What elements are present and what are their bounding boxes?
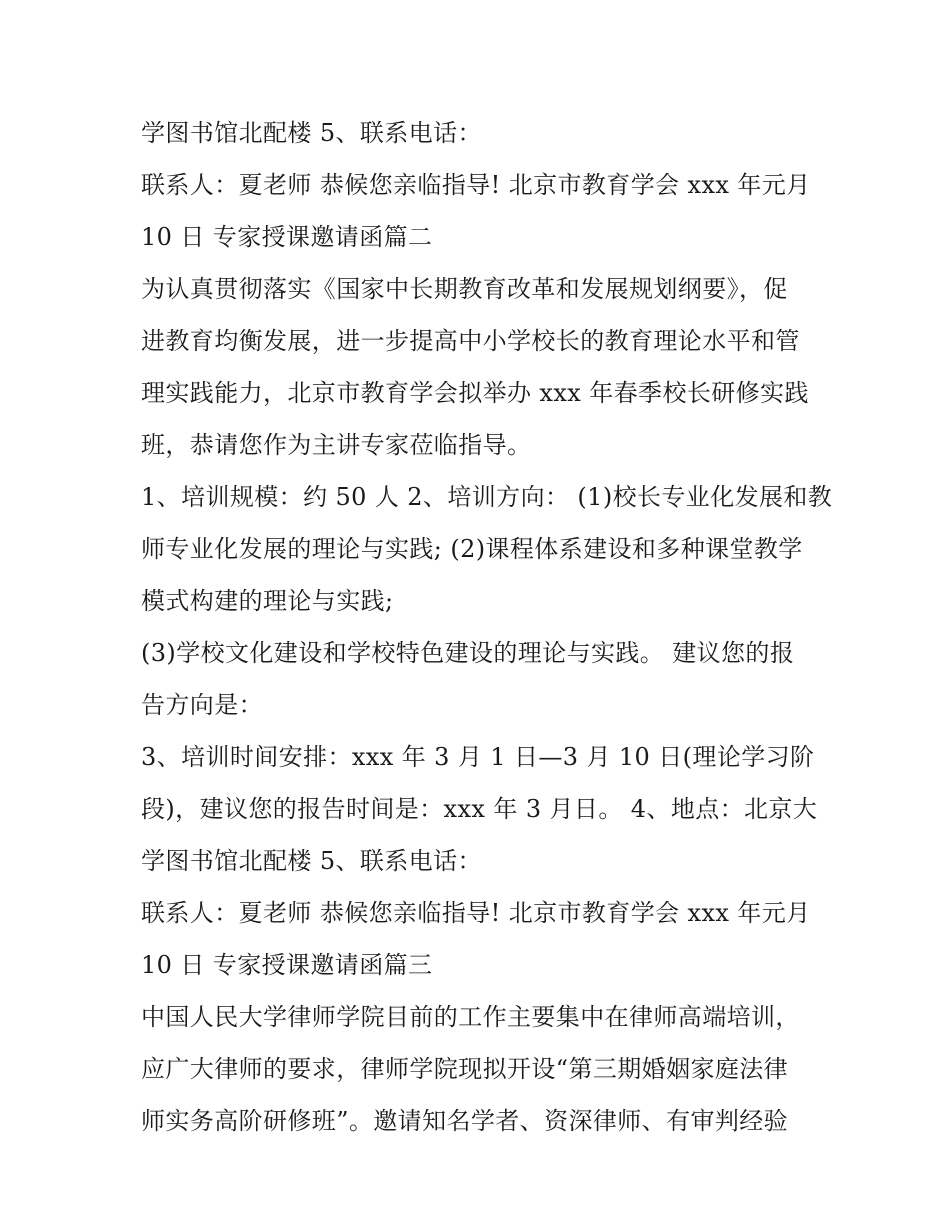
text-line: 联系人：夏老师 恭候您亲临指导! 北京市教育学会 xxx 年元月: [141, 171, 811, 199]
section-heading-line: 10 日 专家授课邀请函篇二: [141, 223, 433, 251]
text-line: 1、培训规模：约 50 人 2、培训方向： (1)校长专业化发展和教: [141, 483, 833, 511]
text-line: 模式构建的理论与实践;: [141, 587, 394, 615]
text-line: (3)学校文化建设和学校特色建设的理论与实践。 建议您的报: [141, 639, 795, 667]
text-line: 联系人：夏老师 恭候您亲临指导! 北京市教育学会 xxx 年元月: [141, 899, 811, 927]
text-line: 进教育均衡发展，进一步提高中小学校长的教育理论水平和管: [141, 327, 800, 355]
text-line: 中国人民大学律师学院目前的工作主要集中在律师高端培训，: [141, 1003, 800, 1031]
text-line: 学图书馆北配楼 5、联系电话：: [141, 119, 482, 147]
text-line: 师实务高阶研修班”。邀请知名学者、资深律师、有审判经验: [141, 1107, 789, 1135]
section-heading-line: 10 日 专家授课邀请函篇三: [141, 951, 433, 979]
text-line: 为认真贯彻落实《国家中长期教育改革和发展规划纲要》，促: [141, 275, 788, 303]
text-line: 理实践能力，北京市教育学会拟举办 xxx 年春季校长研修实践: [141, 379, 809, 407]
text-line: 班，恭请您作为主讲专家莅临指导。: [141, 431, 532, 459]
document-body: [141, 107, 833, 1147]
text-line: 告方向是：: [141, 691, 263, 719]
text-line: 段)，建议您的报告时间是：xxx 年 3 月日。 4、地点：北京大: [141, 795, 818, 823]
text-line: 应广大律师的要求，律师学院现拟开设“第三期婚姻家庭法律: [141, 1055, 789, 1083]
text-line: 师专业化发展的理论与实践; (2)课程体系建设和多种课堂教学: [141, 535, 803, 563]
text-line: 学图书馆北配楼 5、联系电话：: [141, 847, 482, 875]
text-line: 3、培训时间安排：xxx 年 3 月 1 日—3 月 10 日(理论学习阶: [141, 743, 815, 771]
